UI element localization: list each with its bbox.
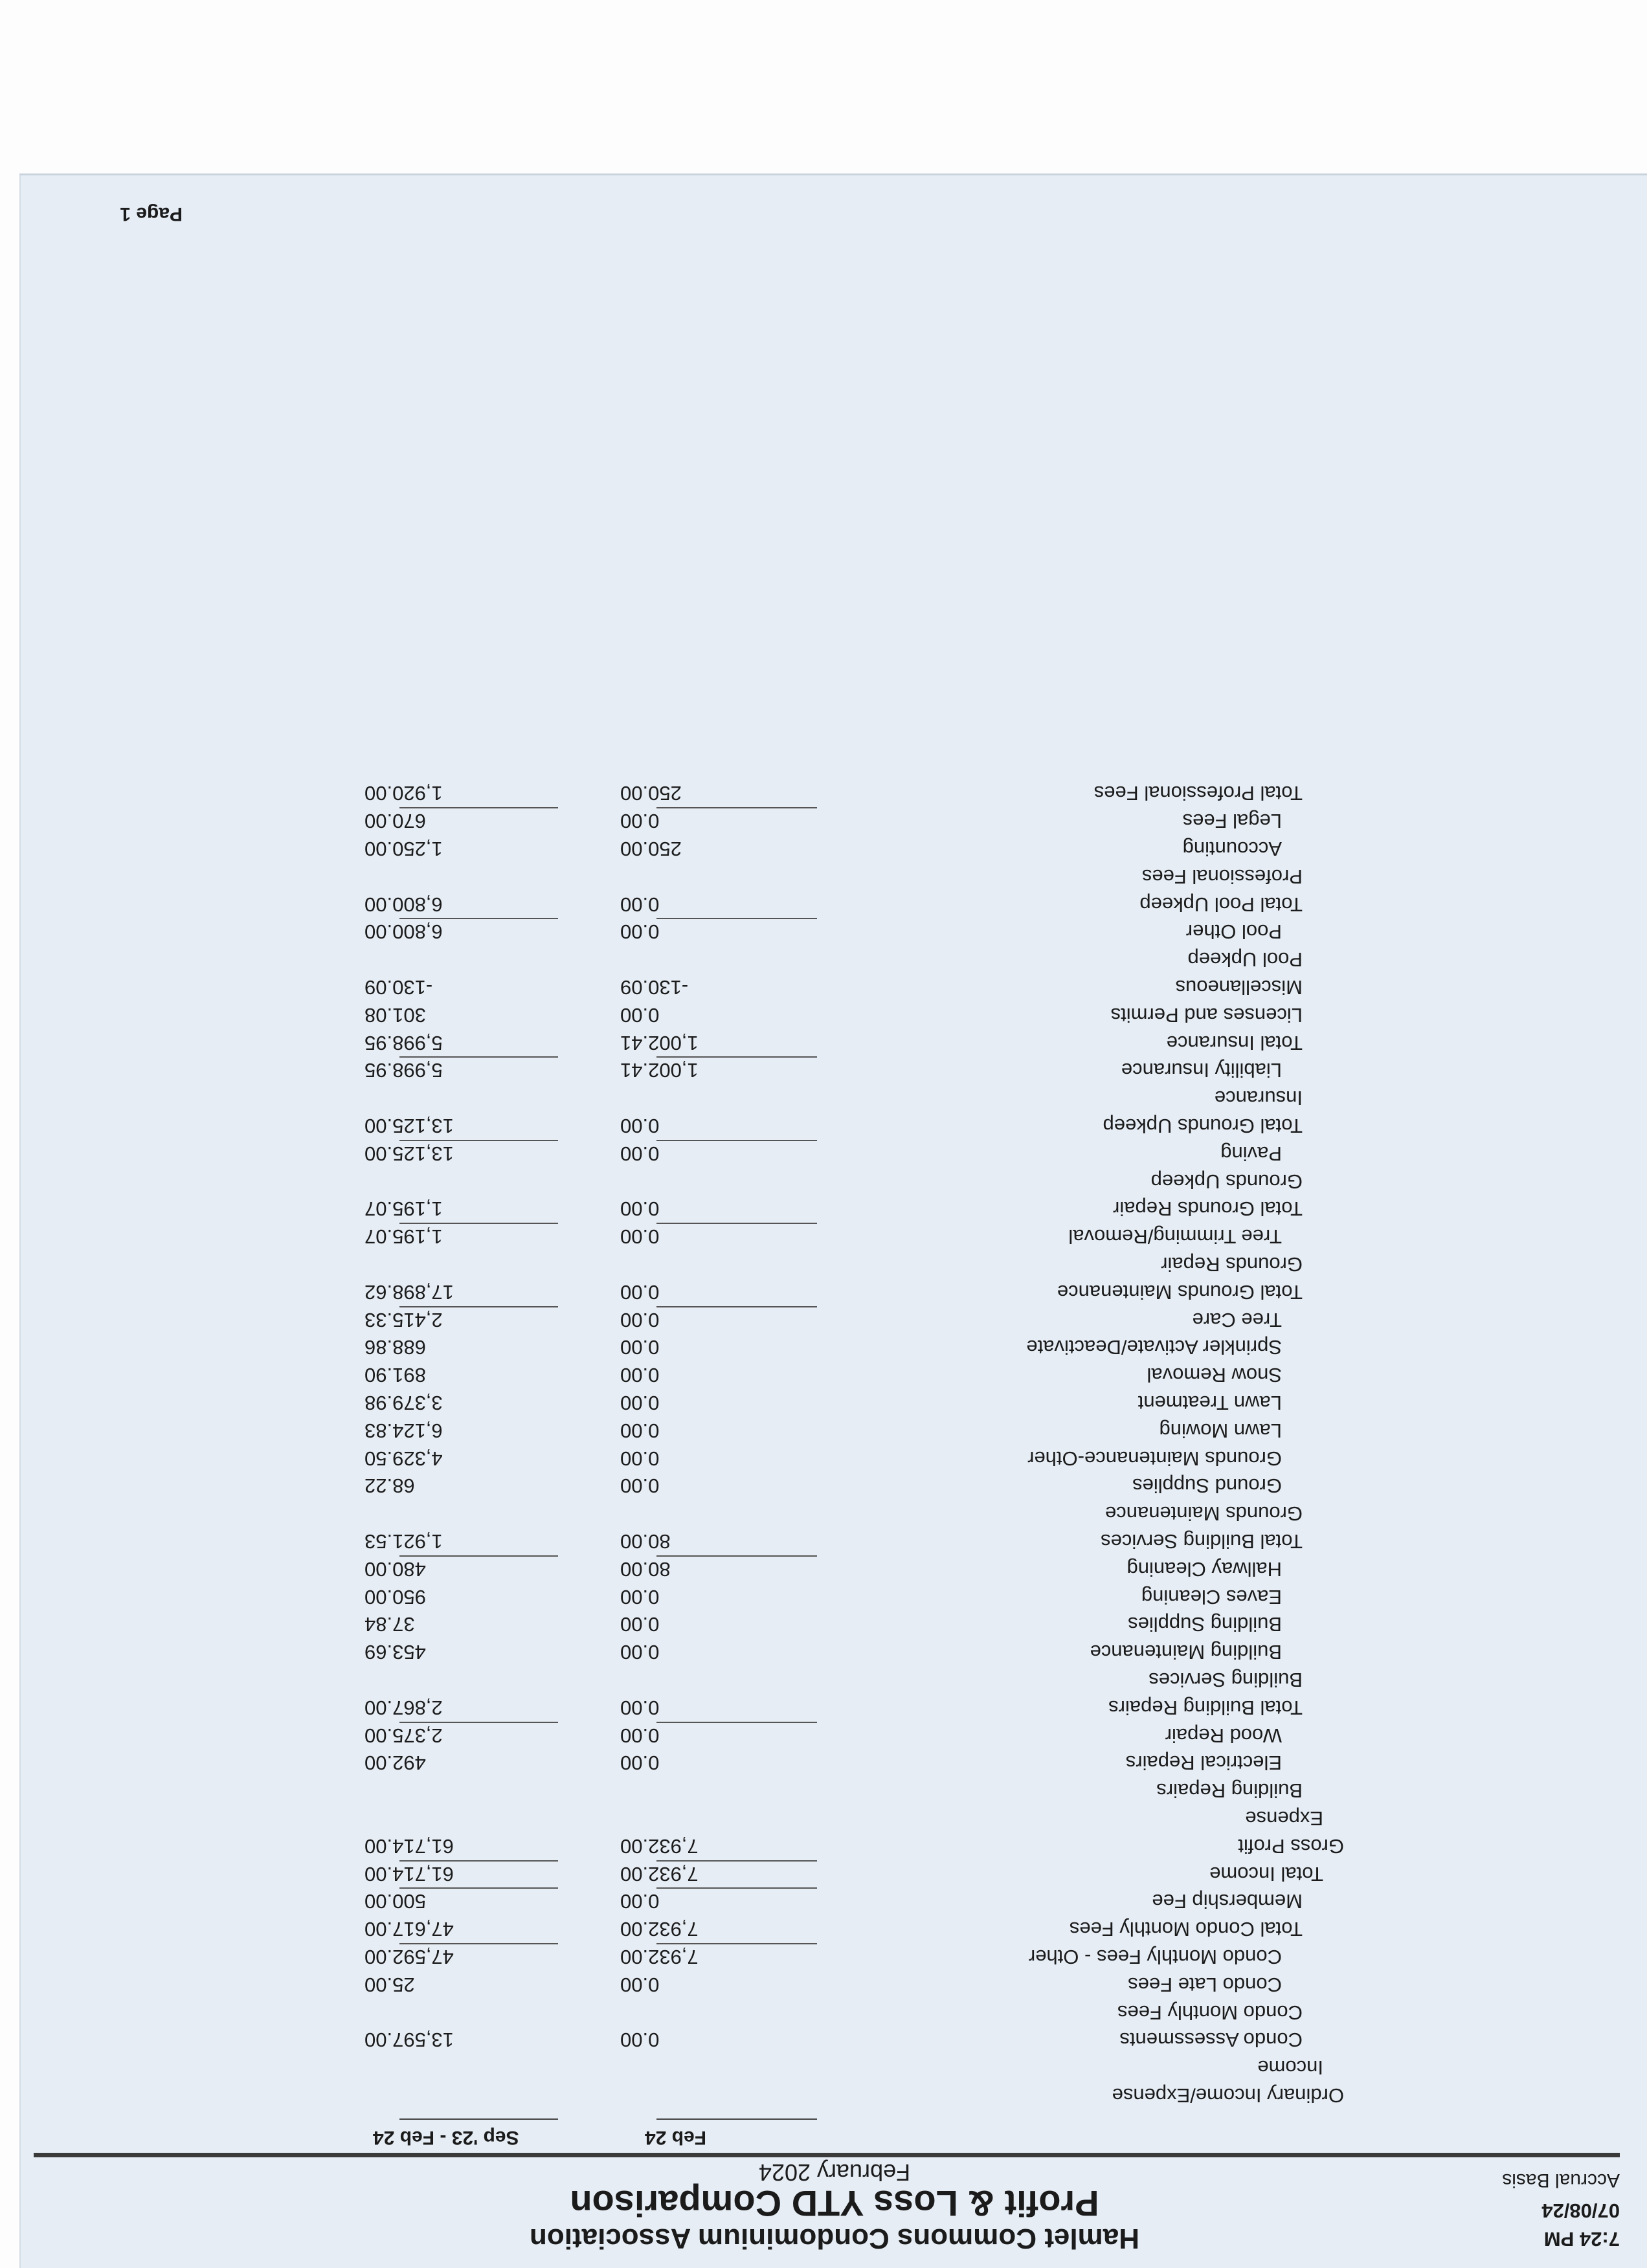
table-row <box>21 1222 1647 1248</box>
subtotal-rule-ytd <box>399 807 558 808</box>
row-label: Total Grounds Maintenance <box>1057 1281 1303 1304</box>
table-row <box>21 1832 1647 1858</box>
row-label: Condo Late Fees <box>1128 1973 1282 1996</box>
row-value-ytd: 1,920.00 <box>364 782 443 805</box>
row-value-ytd: 13,125.00 <box>364 1142 454 1165</box>
column-header-current: Feb 24 <box>645 2127 707 2148</box>
table-row <box>21 1056 1647 1082</box>
table-row <box>21 1887 1647 1913</box>
column-underline-current <box>656 2118 817 2120</box>
row-value-current: 0.00 <box>620 1613 660 1636</box>
row-value-ytd: 3,379.98 <box>364 1392 443 1414</box>
row-label: Electrical Repairs <box>1125 1751 1282 1774</box>
row-value-current: 0.00 <box>620 1890 660 1913</box>
table-row <box>21 1693 1647 1719</box>
row-value-current: 7,932.00 <box>620 1918 699 1940</box>
row-label: Total Grounds Repair <box>1113 1197 1303 1220</box>
row-value-current: 0.00 <box>620 1419 660 1442</box>
row-value-ytd: 670.00 <box>364 810 426 832</box>
row-label: Condo Monthly Fees <box>1117 2001 1303 2024</box>
row-label: Miscellaneous <box>1175 976 1303 999</box>
row-value-current: 0.00 <box>620 2029 660 2051</box>
row-value-ytd: 1,195.07 <box>364 1197 443 1220</box>
row-label: Insurance <box>1214 1087 1303 1109</box>
subtotal-rule-current <box>656 1223 817 1224</box>
row-value-current: 1,002.41 <box>620 1032 699 1054</box>
company-name: Hamlet Commons Condominium Association <box>530 2223 1140 2254</box>
row-value-current: 0.00 <box>620 1336 660 1359</box>
row-value-current: 0.00 <box>620 920 660 943</box>
row-value-current: 0.00 <box>620 1004 660 1027</box>
row-value-current: 0.00 <box>620 1724 660 1747</box>
row-label: Grounds Maintenance-Other <box>1027 1447 1282 1470</box>
row-label: Liability Insurance <box>1121 1059 1282 1082</box>
row-label: Expense <box>1245 1807 1323 1830</box>
table-row <box>21 1306 1647 1331</box>
row-label: Paving <box>1220 1142 1282 1165</box>
report-period: February 2024 <box>758 2159 911 2186</box>
row-value-ytd: 61,714.00 <box>364 1863 454 1885</box>
header-rule <box>34 2153 1620 2157</box>
table-row <box>21 890 1647 916</box>
table-row <box>21 1555 1647 1581</box>
subtotal-rule-current <box>656 1887 817 1889</box>
row-value-current: 0.00 <box>620 1142 660 1165</box>
row-label: Legal Fees <box>1182 810 1282 832</box>
subtotal-rule-current <box>656 1555 817 1557</box>
table-row <box>21 779 1647 805</box>
subtotal-rule-ytd <box>399 1555 558 1557</box>
row-value-current: 7,932.00 <box>620 1863 699 1885</box>
row-value-current: 0.00 <box>620 1309 660 1331</box>
table-row <box>21 1444 1647 1470</box>
table-row <box>21 1721 1647 1747</box>
table-row <box>21 1278 1647 1304</box>
row-value-ytd: 5,998.95 <box>364 1059 443 1082</box>
row-value-ytd: 500.00 <box>364 1890 426 1913</box>
table-row <box>21 2053 1647 2079</box>
row-value-current: 80.00 <box>620 1558 671 1581</box>
row-label: Income <box>1257 2056 1323 2079</box>
report-basis: Accrual Basis <box>1502 2170 1620 2191</box>
table-row <box>21 1860 1647 1885</box>
page-number: Page 1 <box>120 203 183 225</box>
row-label: Tree Trimming/Removal <box>1068 1225 1282 1248</box>
table-row <box>21 973 1647 999</box>
subtotal-rule-current <box>656 1860 817 1862</box>
row-label: Hallway Cleaning <box>1126 1558 1282 1581</box>
row-label: Condo Monthly Fees - Other <box>1028 1946 1282 1968</box>
row-value-current: 1,002.41 <box>620 1059 699 1082</box>
subtotal-rule-ytd <box>399 1943 558 1944</box>
table-row <box>21 2081 1647 2107</box>
row-value-ytd: 688.86 <box>364 1336 426 1359</box>
row-value-current: 0.00 <box>620 1586 660 1608</box>
row-value-ytd: 480.00 <box>364 1558 426 1581</box>
table-row <box>21 2025 1647 2051</box>
row-value-ytd: 47,592.00 <box>364 1946 454 1968</box>
row-value-ytd: 2,867.00 <box>364 1696 443 1719</box>
row-value-ytd: 1,921.53 <box>364 1530 443 1553</box>
row-value-current: 7,932.00 <box>620 1835 699 1858</box>
row-value-current: 0.00 <box>620 1751 660 1774</box>
row-value-current: 0.00 <box>620 1696 660 1719</box>
row-label: Eaves Cleaning <box>1141 1586 1282 1608</box>
table-row <box>21 1665 1647 1691</box>
table-row <box>21 1527 1647 1553</box>
row-value-ytd: 13,597.00 <box>364 2029 454 2051</box>
subtotal-rule-ytd <box>399 1722 558 1723</box>
subtotal-rule-ytd <box>399 1140 558 1141</box>
table-row <box>21 1028 1647 1054</box>
subtotal-rule-ytd <box>399 1306 558 1307</box>
table-row <box>21 862 1647 888</box>
row-label: Ground Supplies <box>1132 1474 1282 1497</box>
report-title: Profit & Loss YTD Comparison <box>570 2183 1099 2224</box>
row-label: Total Pool Upkeep <box>1139 893 1303 916</box>
row-value-current: 0.00 <box>620 1225 660 1248</box>
table-row <box>21 1167 1647 1193</box>
subtotal-rule-current <box>656 1056 817 1058</box>
row-label: Building Maintenance <box>1090 1641 1282 1663</box>
row-label: Snow Removal <box>1147 1364 1282 1386</box>
subtotal-rule-current <box>656 918 817 919</box>
row-value-current: 0.00 <box>620 1474 660 1497</box>
row-label: Professional Fees <box>1141 865 1303 888</box>
row-value-ytd: 25.00 <box>364 1973 415 1996</box>
table-row <box>21 1583 1647 1608</box>
row-value-current: 0.00 <box>620 1392 660 1414</box>
subtotal-rule-ytd <box>399 1056 558 1058</box>
row-value-ytd: 453.69 <box>364 1641 426 1663</box>
table-row <box>21 1084 1647 1109</box>
table-row <box>21 1361 1647 1386</box>
table-row <box>21 1998 1647 2024</box>
row-label: Total Building Services <box>1101 1530 1303 1553</box>
subtotal-rule-current <box>656 1722 817 1723</box>
row-value-current: 0.00 <box>620 893 660 916</box>
row-label: Condo Assessments <box>1119 2029 1303 2051</box>
row-label: Grounds Upkeep <box>1150 1170 1303 1193</box>
row-value-ytd: 2,375.00 <box>364 1724 443 1747</box>
report-time: 7:24 PM <box>1543 2228 1620 2251</box>
report-page <box>19 173 1647 2268</box>
table-row <box>21 1471 1647 1497</box>
row-label: Total Condo Monthly Fees <box>1069 1918 1303 1940</box>
table-row <box>21 1970 1647 1996</box>
row-value-current: 80.00 <box>620 1530 671 1553</box>
table-row <box>21 1804 1647 1830</box>
row-value-ytd: 891.90 <box>364 1364 426 1386</box>
row-label: Grounds Maintenance <box>1104 1502 1303 1525</box>
subtotal-rule-current <box>656 1140 817 1141</box>
subtotal-rule-ytd <box>399 1860 558 1862</box>
row-value-current: 0.00 <box>620 810 660 832</box>
row-value-ytd: 37.84 <box>364 1613 415 1636</box>
row-label: Tree Care <box>1192 1309 1282 1331</box>
row-value-ytd: 47,617.00 <box>364 1918 454 1940</box>
row-value-current: 250.00 <box>620 838 682 860</box>
row-label: Grounds Repair <box>1161 1253 1303 1276</box>
row-label: Building Supplies <box>1128 1613 1282 1636</box>
table-row <box>21 945 1647 971</box>
column-header-ytd: Sep '23 - Feb 24 <box>373 2127 519 2148</box>
row-value-ytd: 492.00 <box>364 1751 426 1774</box>
row-value-current: -130.09 <box>620 976 689 999</box>
row-label: Total Professional Fees <box>1093 782 1303 805</box>
row-label: Total Building Repairs <box>1108 1696 1303 1719</box>
row-value-current: 0.00 <box>620 1281 660 1304</box>
subtotal-rule-current <box>656 1306 817 1307</box>
column-underline-ytd <box>399 2118 558 2120</box>
table-row <box>21 806 1647 832</box>
table-row <box>21 1499 1647 1525</box>
row-value-ytd: 6,124.83 <box>364 1419 443 1442</box>
row-value-ytd: 1,250.00 <box>364 838 443 860</box>
table-row <box>21 1416 1647 1442</box>
table-row <box>21 1748 1647 1774</box>
row-label: Membership Fee <box>1152 1890 1303 1913</box>
row-label: Gross Profit <box>1238 1835 1344 1858</box>
row-value-current: 0.00 <box>620 1973 660 1996</box>
row-label: Total Insurance <box>1166 1032 1303 1054</box>
row-label: Lawn Mowing <box>1159 1419 1282 1442</box>
subtotal-rule-ytd <box>399 1223 558 1224</box>
row-value-ytd: 61,714.00 <box>364 1835 454 1858</box>
row-label: Pool Upkeep <box>1187 948 1303 971</box>
row-value-current: 0.00 <box>620 1641 660 1663</box>
row-value-ytd: 6,800.00 <box>364 893 443 916</box>
row-value-ytd: 301.08 <box>364 1004 426 1027</box>
row-value-ytd: 950.00 <box>364 1586 426 1608</box>
row-label: Licenses and Permits <box>1110 1004 1303 1027</box>
row-label: Total Grounds Upkeep <box>1103 1115 1303 1137</box>
row-value-ytd: 5,998.95 <box>364 1032 443 1054</box>
row-value-current: 0.00 <box>620 1447 660 1470</box>
row-label: Ordinary Income/Expense <box>1112 2084 1344 2107</box>
table-row <box>21 1388 1647 1414</box>
subtotal-rule-current <box>656 807 817 808</box>
table-row <box>21 1776 1647 1802</box>
table-row <box>21 1111 1647 1137</box>
row-value-ytd: 68.22 <box>364 1474 415 1497</box>
row-label: Pool Other <box>1185 920 1282 943</box>
row-label: Building Repairs <box>1156 1779 1303 1802</box>
row-value-ytd: 17,898.62 <box>364 1281 454 1304</box>
row-label: Wood Repair <box>1165 1724 1282 1747</box>
table-row <box>21 1638 1647 1663</box>
row-label: Building Services <box>1148 1669 1303 1691</box>
row-value-current: 250.00 <box>620 782 682 805</box>
table-row <box>21 1610 1647 1636</box>
table-row <box>21 1915 1647 1940</box>
table-row <box>21 1942 1647 1968</box>
row-label: Lawn Treatment <box>1137 1392 1282 1414</box>
row-value-current: 7,932.00 <box>620 1946 699 1968</box>
subtotal-rule-ytd <box>399 1887 558 1889</box>
row-value-ytd: 1,195.07 <box>364 1225 443 1248</box>
row-value-ytd: 6,800.00 <box>364 920 443 943</box>
row-value-current: 0.00 <box>620 1115 660 1137</box>
row-label: Total Income <box>1209 1863 1323 1885</box>
row-value-current: 0.00 <box>620 1364 660 1386</box>
row-label: Accounting <box>1182 838 1282 860</box>
table-row <box>21 1001 1647 1027</box>
row-value-ytd: 4,329.50 <box>364 1447 443 1470</box>
row-label: Sprinkler Activate/Deactivate <box>1026 1336 1282 1359</box>
table-row <box>21 1250 1647 1276</box>
report-page-content <box>21 175 1647 2268</box>
subtotal-rule-current <box>656 1943 817 1944</box>
table-row <box>21 834 1647 860</box>
table-row <box>21 1139 1647 1165</box>
table-row <box>21 1333 1647 1359</box>
subtotal-rule-ytd <box>399 918 558 919</box>
row-value-ytd: 13,125.00 <box>364 1115 454 1137</box>
table-row <box>21 917 1647 943</box>
report-date: 07/08/24 <box>1541 2199 1620 2222</box>
row-value-ytd: -130.09 <box>364 976 433 999</box>
row-value-ytd: 2,415.33 <box>364 1309 443 1331</box>
table-row <box>21 1194 1647 1220</box>
row-value-current: 0.00 <box>620 1197 660 1220</box>
